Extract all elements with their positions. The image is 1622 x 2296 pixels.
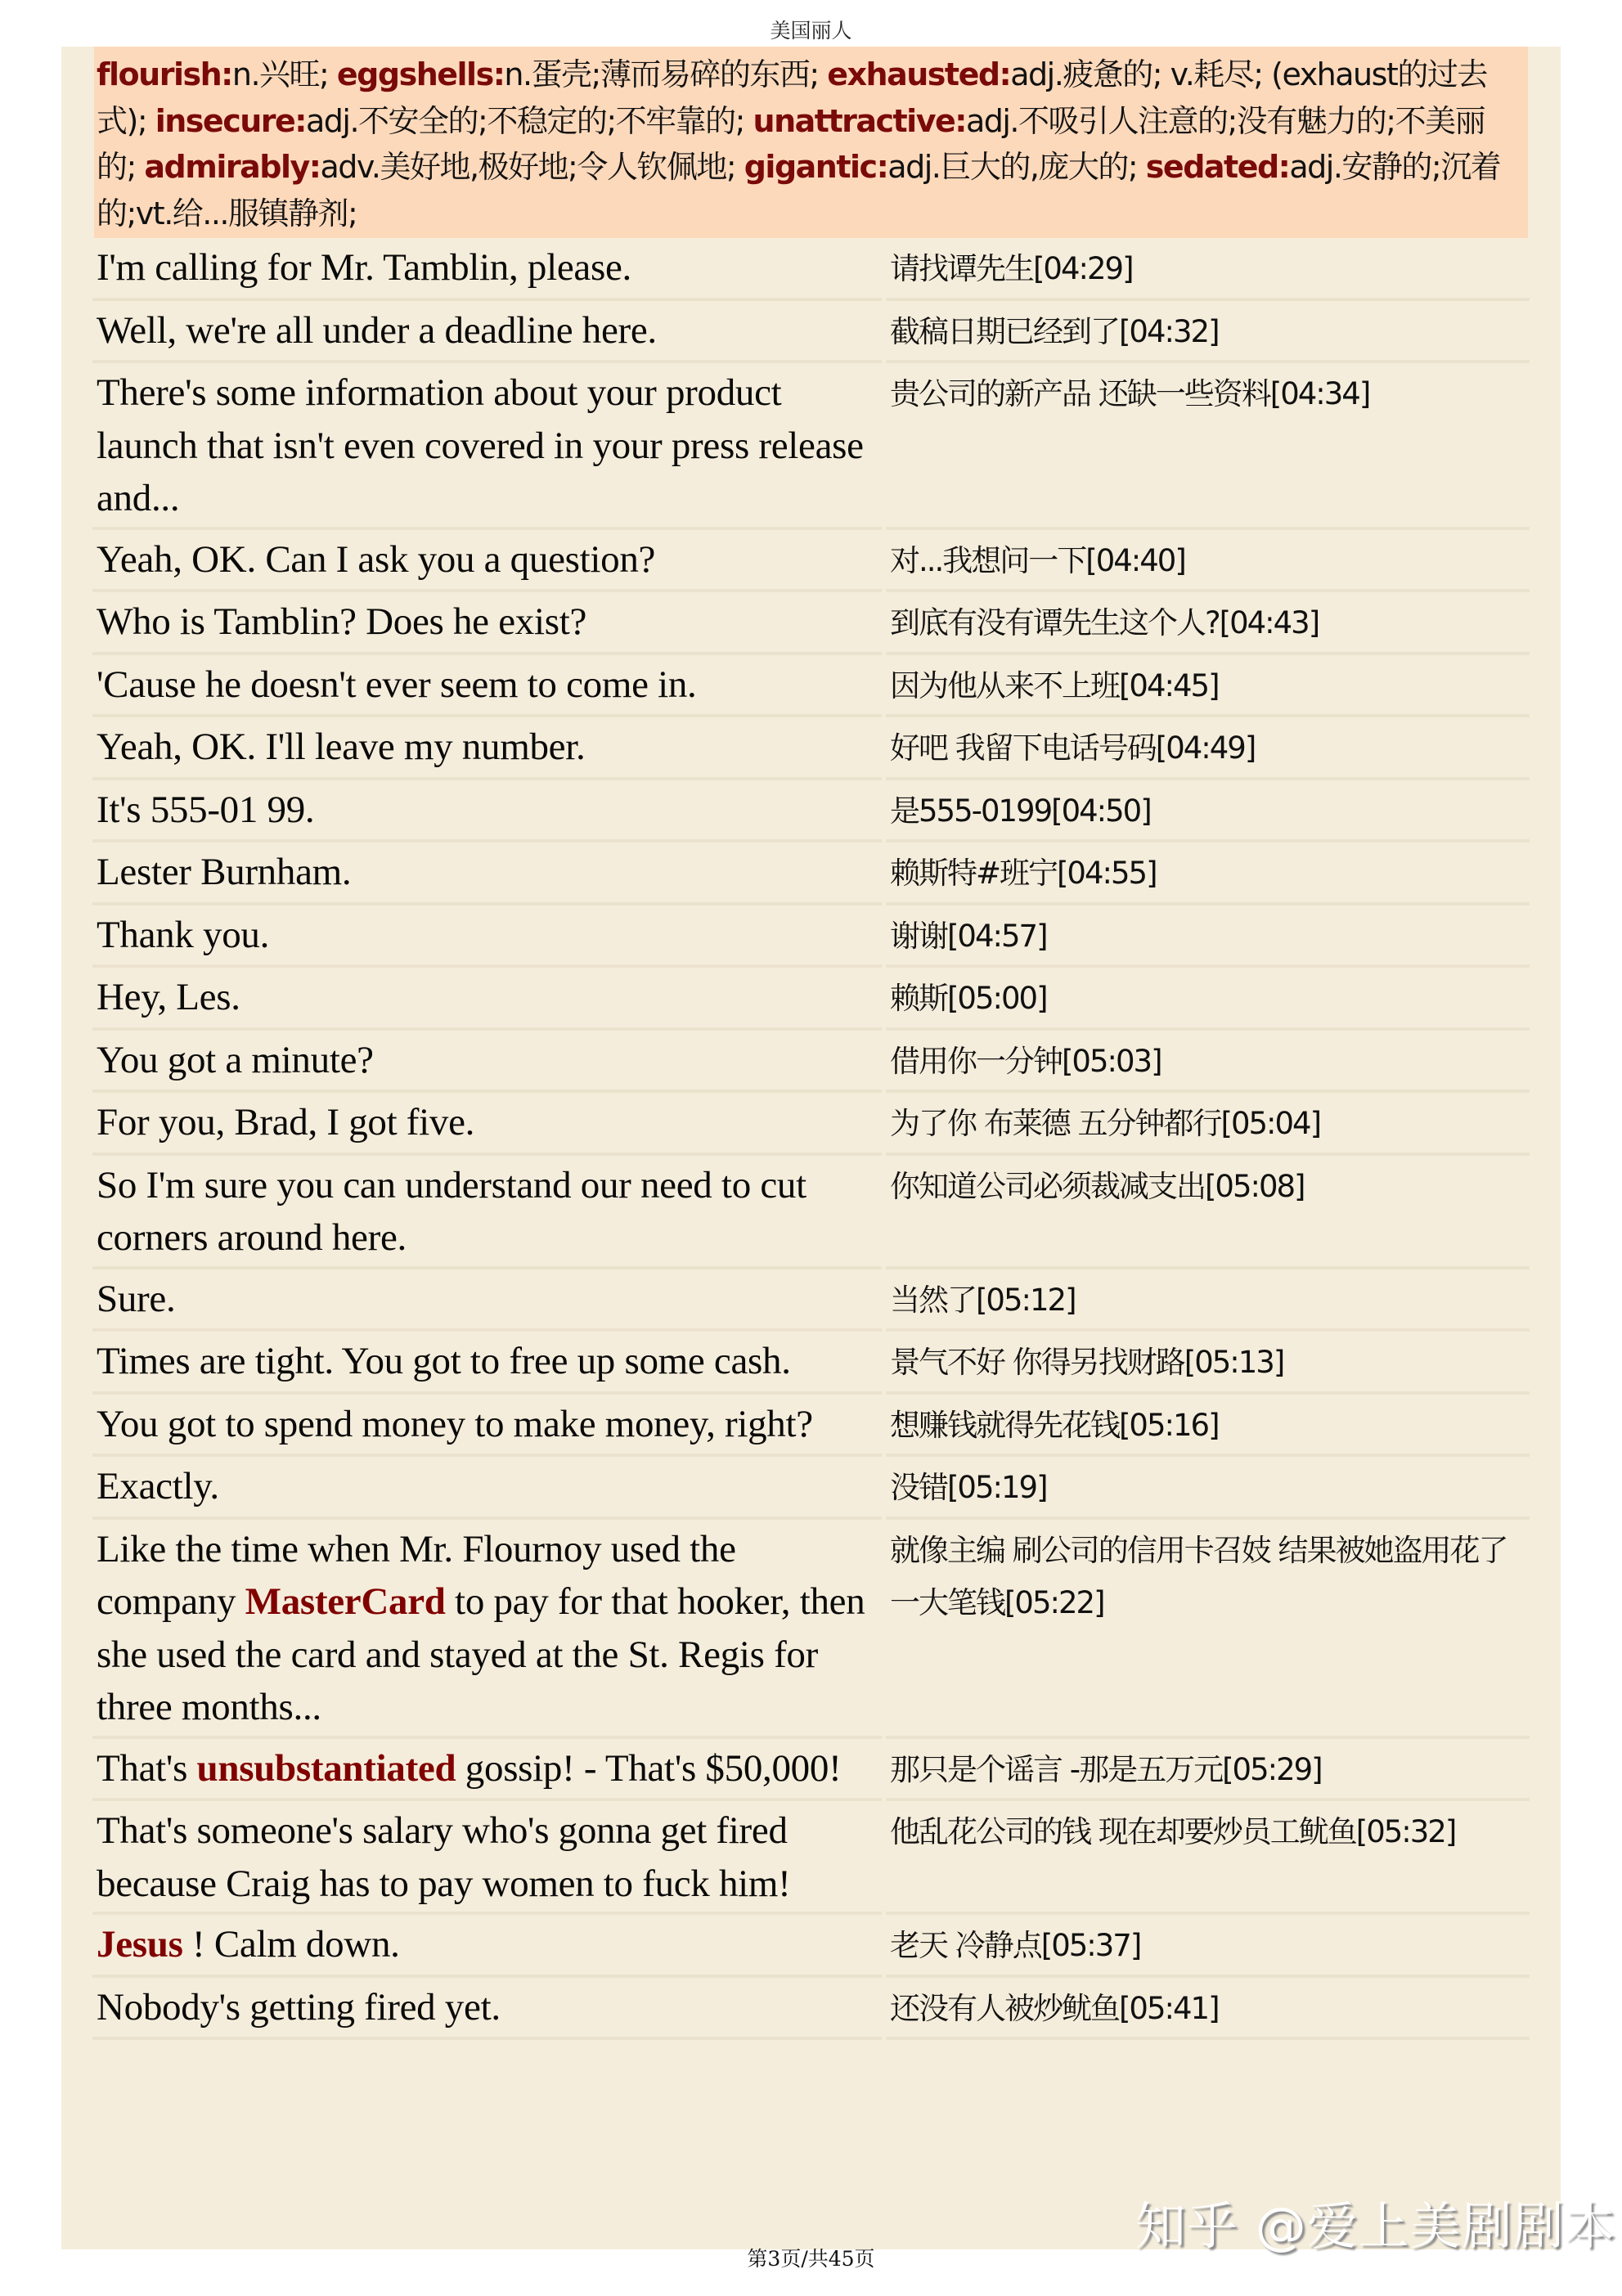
table-row	[92, 905, 1530, 968]
watermark: 知乎 @爱上美剧剧本	[1135, 2196, 1616, 2256]
vocab-definition: adj.巨大的,庞大的;	[887, 149, 1146, 185]
table-row	[92, 1156, 1530, 1269]
chinese-translation: 想赚钱就得先花钱[05:16]	[890, 1407, 1219, 1443]
chinese-translation: 老天 冷静点[05:37]	[890, 1928, 1141, 1963]
table-row	[92, 1332, 1530, 1395]
vocab-definition: adv.美好地,极好地;令人钦佩地;	[320, 149, 744, 185]
english-text: Well, we're all under a deadline here.	[97, 308, 657, 352]
table-row	[92, 1457, 1530, 1520]
english-text: Hey, Les.	[97, 976, 240, 1018]
table-row	[92, 363, 1530, 530]
chinese-translation: 请找谭先生[04:29]	[890, 251, 1133, 286]
english-line	[92, 1159, 882, 1265]
chinese-translation: 还没有人被炒鱿鱼[05:41]	[890, 1990, 1219, 2026]
english-text: For you, Brad, I got five.	[97, 1101, 475, 1144]
english-text: Lester Burnham.	[97, 851, 352, 893]
table-row	[92, 592, 1530, 655]
english-line	[92, 304, 882, 359]
english-text: Who is Tamblin? Does he exist?	[97, 600, 587, 643]
chinese-translation: 好吧 我留下电话号码[04:49]	[890, 730, 1256, 766]
english-text: You got to spend money to make money, right?	[97, 1402, 813, 1445]
highlighted-word: MasterCard	[245, 1580, 446, 1623]
english-line	[92, 909, 882, 964]
english-line	[92, 1981, 882, 2036]
english-line	[92, 1460, 882, 1515]
english-text: I'm calling for Mr. Tamblin, please.	[97, 246, 631, 289]
english-text: You got a minute?	[97, 1038, 374, 1081]
chinese-translation: 景气不好 你得另找财路[05:13]	[890, 1345, 1284, 1380]
chinese-translation: 你知道公司必须裁减支出[05:08]	[890, 1168, 1305, 1204]
table-row	[92, 1739, 1530, 1802]
english-text: Yeah, OK. Can I ask you a question?	[97, 537, 656, 581]
table-row	[92, 530, 1530, 593]
vocab-definition: adj.疲惫的; v.耗尽; (exhaust的过去式);	[97, 56, 1487, 139]
chinese-translation: 赖斯特#班宁[04:55]	[890, 856, 1157, 891]
vocab-word: flourish:	[97, 56, 232, 92]
vocab-word: eggshells:	[336, 56, 505, 92]
english-text: So I'm sure you can understand our need to cut corners around here.	[97, 1163, 807, 1259]
vocab-definition: n.蛋壳;薄而易碎的东西;	[504, 56, 828, 92]
english-line	[92, 658, 882, 713]
english-text: Thank you.	[97, 913, 270, 956]
english-text: Nobody's getting fired yet.	[97, 1985, 501, 2029]
english-text: Exactly.	[97, 1465, 219, 1507]
english-line	[92, 1034, 882, 1089]
english-line	[92, 241, 882, 296]
table-row	[92, 780, 1530, 843]
chinese-translation: 就像主编 刷公司的信用卡召妓 结果被她盗用花了一大笔钱[05:22]	[890, 1532, 1507, 1620]
highlighted-word: unsubstantiated	[196, 1746, 456, 1790]
table-row	[92, 968, 1530, 1031]
english-line	[92, 366, 882, 525]
english-line	[92, 1804, 882, 1910]
english-line	[92, 721, 882, 775]
table-row	[92, 1978, 1530, 2041]
table-row	[92, 1395, 1530, 1458]
chinese-translation: 为了你 布莱德 五分钟都行[05:04]	[890, 1106, 1321, 1141]
vocab-word: exhausted:	[827, 56, 1011, 92]
english-text: to pay for that hooker, then she used the card and stayed at the St. Regis for three months...	[97, 1580, 865, 1728]
vocab-definition: adj.不安全的;不稳定的;不牢靠的;	[305, 102, 753, 139]
page-number: 第3页/共45页	[747, 2247, 875, 2271]
english-text: Like the time when Mr. Flournoy used the company	[97, 1527, 736, 1623]
table-row	[92, 1031, 1530, 1094]
table-row	[92, 842, 1530, 905]
chinese-translation: 没错[05:19]	[890, 1470, 1047, 1505]
english-text: Times are tight. You got to free up some cash.	[97, 1340, 791, 1382]
english-text: There's some information about your product launch that isn't even covered in your press release and...	[97, 371, 864, 519]
english-text: That's someone's salary who's gonna get fired because Craig has to pay women to fuck him!	[97, 1809, 791, 1905]
vocab-word: unattractive:	[753, 102, 966, 139]
vocab-word: insecure:	[155, 102, 306, 139]
chinese-translation: 对...我想问一下[04:40]	[890, 542, 1185, 578]
english-line	[92, 533, 882, 588]
chinese-translation: 借用你一分钟[05:03]	[890, 1043, 1161, 1079]
chinese-translation: 他乱花公司的钱 现在却要炒员工鱿鱼[05:32]	[890, 1814, 1456, 1849]
vocab-definition: adj.不吸引人注意的;没有魅力的;不美丽的;	[97, 102, 1485, 185]
table-row	[92, 655, 1530, 718]
table-row	[92, 1269, 1530, 1332]
table-row	[92, 1915, 1530, 1978]
chinese-translation: 贵公司的新产品 还缺一些资料[04:34]	[890, 376, 1370, 411]
english-line	[92, 595, 882, 650]
vocab-word: sedated:	[1145, 149, 1290, 185]
table-row	[92, 717, 1530, 780]
vocab-word: admirably:	[144, 149, 321, 185]
vocab-word: gigantic:	[744, 149, 888, 185]
english-line	[92, 846, 882, 901]
english-line	[92, 1335, 882, 1390]
chinese-translation: 是555-0199[04:50]	[890, 793, 1151, 829]
subtitle-table	[92, 238, 1530, 2040]
table-row	[92, 1520, 1530, 1739]
vocab-definition: adj.安静的;沉着的;vt.给...服镇静剂;	[97, 149, 1501, 231]
english-text: Yeah, OK. I'll leave my number.	[97, 726, 586, 768]
english-text: Sure.	[97, 1277, 176, 1320]
table-row	[92, 301, 1530, 364]
english-text: ! Calm down.	[182, 1923, 400, 1966]
english-line	[92, 1398, 882, 1453]
table-row	[92, 1093, 1530, 1156]
english-line	[92, 784, 882, 838]
chinese-translation: 谢谢[04:57]	[890, 918, 1047, 954]
english-line	[92, 1273, 882, 1328]
chinese-translation: 到底有没有谭先生这个人?[04:43]	[890, 605, 1319, 640]
english-line	[92, 1742, 882, 1797]
vocabulary-box	[94, 47, 1528, 238]
chinese-translation: 截稿日期已经到了[04:32]	[890, 313, 1219, 349]
english-text: That's	[97, 1746, 197, 1790]
chinese-translation: 因为他从来不上班[04:45]	[890, 667, 1219, 703]
english-text: 'Cause he doesn't ever seem to come in.	[97, 663, 697, 706]
table-row	[92, 1801, 1530, 1915]
english-line	[92, 1096, 882, 1151]
table-row	[92, 238, 1530, 301]
page-header-title: 美国丽人	[770, 19, 852, 43]
english-line	[92, 971, 882, 1026]
english-line	[92, 1523, 882, 1734]
chinese-translation: 当然了[05:12]	[890, 1282, 1076, 1318]
chinese-translation: 赖斯[05:00]	[890, 981, 1047, 1016]
chinese-translation: 那只是个谣言 -那是五万元[05:29]	[890, 1751, 1322, 1787]
vocab-definition: n.兴旺;	[231, 56, 337, 92]
highlighted-word: Jesus	[97, 1923, 183, 1966]
english-text: gossip! - That's $50,000!	[456, 1746, 842, 1790]
english-text: It's 555-01 99.	[97, 788, 315, 831]
english-line	[92, 1918, 882, 1973]
